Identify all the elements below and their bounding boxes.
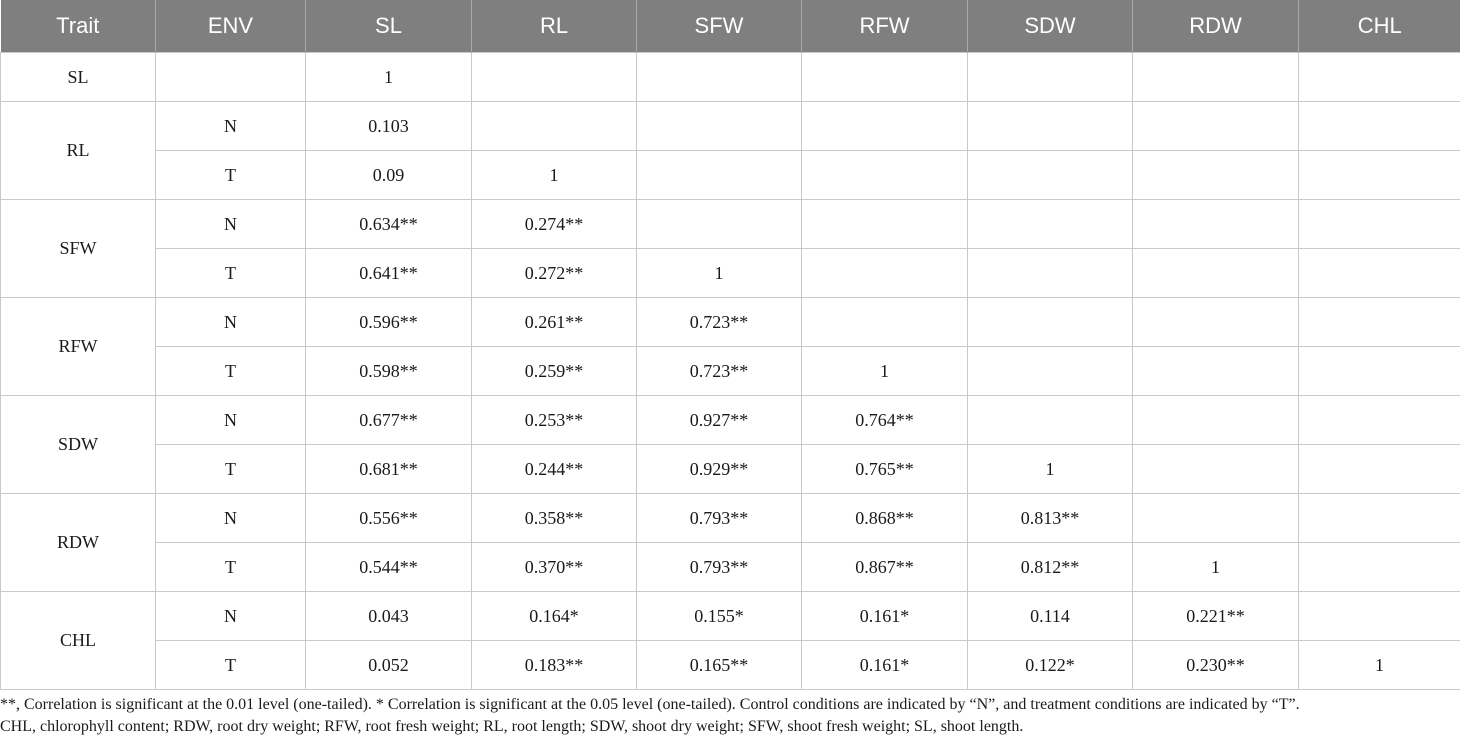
value-cell: 0.052 bbox=[306, 641, 472, 690]
table-row bbox=[1, 396, 1460, 445]
env-cell: T bbox=[156, 249, 306, 298]
value-cell bbox=[1133, 200, 1299, 249]
value-cell: 0.596** bbox=[306, 298, 472, 347]
env-cell: N bbox=[156, 396, 306, 445]
value-cell bbox=[1299, 592, 1460, 641]
value-cell bbox=[1133, 53, 1299, 102]
env-cell: T bbox=[156, 347, 306, 396]
table-row bbox=[1, 641, 1460, 690]
value-cell: 0.09 bbox=[306, 151, 472, 200]
value-cell bbox=[968, 53, 1133, 102]
table-row bbox=[1, 347, 1460, 396]
column-header-rl: RL bbox=[472, 0, 637, 53]
column-header-sfw: SFW bbox=[637, 0, 802, 53]
table-row bbox=[1, 543, 1460, 592]
value-cell: 0.641** bbox=[306, 249, 472, 298]
env-cell: N bbox=[156, 494, 306, 543]
value-cell bbox=[637, 200, 802, 249]
env-cell: T bbox=[156, 641, 306, 690]
value-cell bbox=[1299, 249, 1460, 298]
value-cell: 1 bbox=[802, 347, 968, 396]
table-row bbox=[1, 494, 1460, 543]
value-cell bbox=[1299, 53, 1460, 102]
value-cell bbox=[1299, 200, 1460, 249]
table-body bbox=[1, 53, 1460, 690]
env-cell: N bbox=[156, 592, 306, 641]
value-cell: 0.677** bbox=[306, 396, 472, 445]
value-cell: 0.793** bbox=[637, 494, 802, 543]
value-cell bbox=[637, 53, 802, 102]
column-header-rfw: RFW bbox=[802, 0, 968, 53]
value-cell: 1 bbox=[1299, 641, 1460, 690]
value-cell: 0.274** bbox=[472, 200, 637, 249]
value-cell: 1 bbox=[306, 53, 472, 102]
value-cell: 0.183** bbox=[472, 641, 637, 690]
value-cell bbox=[968, 396, 1133, 445]
trait-cell: RL bbox=[1, 102, 156, 200]
table-row bbox=[1, 151, 1460, 200]
value-cell: 0.723** bbox=[637, 298, 802, 347]
value-cell bbox=[1133, 347, 1299, 396]
table-row bbox=[1, 53, 1460, 102]
value-cell bbox=[802, 249, 968, 298]
column-header-env: ENV bbox=[156, 0, 306, 53]
env-cell: T bbox=[156, 151, 306, 200]
value-cell: 0.681** bbox=[306, 445, 472, 494]
footnote-abbreviations: CHL, chlorophyll content; RDW, root dry weight; RFW, root fresh weight; RL, root length; SDW, shoot dry weight; SFW, shoot fresh weight; SL, shoot length. bbox=[0, 718, 1024, 735]
trait-cell: SDW bbox=[1, 396, 156, 494]
value-cell: 0.161* bbox=[802, 592, 968, 641]
value-cell bbox=[968, 102, 1133, 151]
value-cell bbox=[1133, 102, 1299, 151]
value-cell: 0.929** bbox=[637, 445, 802, 494]
value-cell: 0.765** bbox=[802, 445, 968, 494]
value-cell: 0.370** bbox=[472, 543, 637, 592]
value-cell bbox=[968, 249, 1133, 298]
value-cell bbox=[968, 298, 1133, 347]
value-cell bbox=[1299, 298, 1460, 347]
value-cell: 0.272** bbox=[472, 249, 637, 298]
value-cell: 1 bbox=[968, 445, 1133, 494]
value-cell: 1 bbox=[472, 151, 637, 200]
table-row bbox=[1, 298, 1460, 347]
value-cell bbox=[802, 298, 968, 347]
value-cell bbox=[637, 102, 802, 151]
table-row bbox=[1, 592, 1460, 641]
env-cell: N bbox=[156, 200, 306, 249]
value-cell: 0.230** bbox=[1133, 641, 1299, 690]
footnote-significance: **, Correlation is significant at the 0.01 level (one-tailed). * Correlation is significant at the 0.05 level (one-tailed). Control conditions are indicated by “N”, and treatment conditions are indicated by “T”. bbox=[0, 696, 1300, 713]
column-header-chl: CHL bbox=[1299, 0, 1460, 53]
table-footnote bbox=[0, 694, 1460, 738]
value-cell: 0.221** bbox=[1133, 592, 1299, 641]
value-cell: 1 bbox=[637, 249, 802, 298]
env-cell: T bbox=[156, 445, 306, 494]
value-cell: 0.723** bbox=[637, 347, 802, 396]
value-cell bbox=[968, 151, 1133, 200]
value-cell: 0.259** bbox=[472, 347, 637, 396]
value-cell bbox=[1299, 347, 1460, 396]
value-cell: 0.358** bbox=[472, 494, 637, 543]
value-cell bbox=[802, 151, 968, 200]
value-cell: 0.103 bbox=[306, 102, 472, 151]
trait-cell: RFW bbox=[1, 298, 156, 396]
value-cell: 0.764** bbox=[802, 396, 968, 445]
value-cell bbox=[968, 347, 1133, 396]
value-cell: 0.155* bbox=[637, 592, 802, 641]
table-row bbox=[1, 102, 1460, 151]
value-cell bbox=[802, 102, 968, 151]
env-cell: N bbox=[156, 102, 306, 151]
trait-cell: SFW bbox=[1, 200, 156, 298]
value-cell bbox=[1133, 494, 1299, 543]
env-cell: T bbox=[156, 543, 306, 592]
value-cell bbox=[1299, 543, 1460, 592]
table-row bbox=[1, 445, 1460, 494]
value-cell bbox=[1133, 445, 1299, 494]
value-cell: 0.161* bbox=[802, 641, 968, 690]
value-cell: 0.812** bbox=[968, 543, 1133, 592]
value-cell: 1 bbox=[1133, 543, 1299, 592]
value-cell: 0.043 bbox=[306, 592, 472, 641]
env-cell bbox=[156, 53, 306, 102]
value-cell: 0.122* bbox=[968, 641, 1133, 690]
value-cell: 0.165** bbox=[637, 641, 802, 690]
table-row bbox=[1, 249, 1460, 298]
table-row bbox=[1, 200, 1460, 249]
value-cell: 0.164* bbox=[472, 592, 637, 641]
value-cell: 0.544** bbox=[306, 543, 472, 592]
value-cell bbox=[472, 53, 637, 102]
value-cell bbox=[802, 200, 968, 249]
value-cell: 0.793** bbox=[637, 543, 802, 592]
value-cell: 0.253** bbox=[472, 396, 637, 445]
column-header-sdw: SDW bbox=[968, 0, 1133, 53]
value-cell: 0.813** bbox=[968, 494, 1133, 543]
value-cell: 0.867** bbox=[802, 543, 968, 592]
trait-cell: CHL bbox=[1, 592, 156, 690]
value-cell bbox=[1299, 445, 1460, 494]
value-cell bbox=[1133, 396, 1299, 445]
value-cell bbox=[1133, 298, 1299, 347]
table-header-row bbox=[1, 0, 1460, 53]
value-cell bbox=[1299, 151, 1460, 200]
value-cell: 0.634** bbox=[306, 200, 472, 249]
column-header-trait: Trait bbox=[1, 0, 156, 53]
value-cell bbox=[472, 102, 637, 151]
value-cell bbox=[1299, 396, 1460, 445]
value-cell: 0.261** bbox=[472, 298, 637, 347]
value-cell bbox=[1133, 151, 1299, 200]
value-cell bbox=[1133, 249, 1299, 298]
value-cell: 0.598** bbox=[306, 347, 472, 396]
value-cell: 0.114 bbox=[968, 592, 1133, 641]
trait-cell: RDW bbox=[1, 494, 156, 592]
value-cell: 0.244** bbox=[472, 445, 637, 494]
column-header-sl: SL bbox=[306, 0, 472, 53]
env-cell: N bbox=[156, 298, 306, 347]
column-header-rdw: RDW bbox=[1133, 0, 1299, 53]
value-cell: 0.868** bbox=[802, 494, 968, 543]
trait-cell: SL bbox=[1, 53, 156, 102]
value-cell: 0.556** bbox=[306, 494, 472, 543]
value-cell bbox=[802, 53, 968, 102]
value-cell bbox=[1299, 494, 1460, 543]
value-cell bbox=[637, 151, 802, 200]
value-cell bbox=[1299, 102, 1460, 151]
value-cell bbox=[968, 200, 1133, 249]
value-cell: 0.927** bbox=[637, 396, 802, 445]
